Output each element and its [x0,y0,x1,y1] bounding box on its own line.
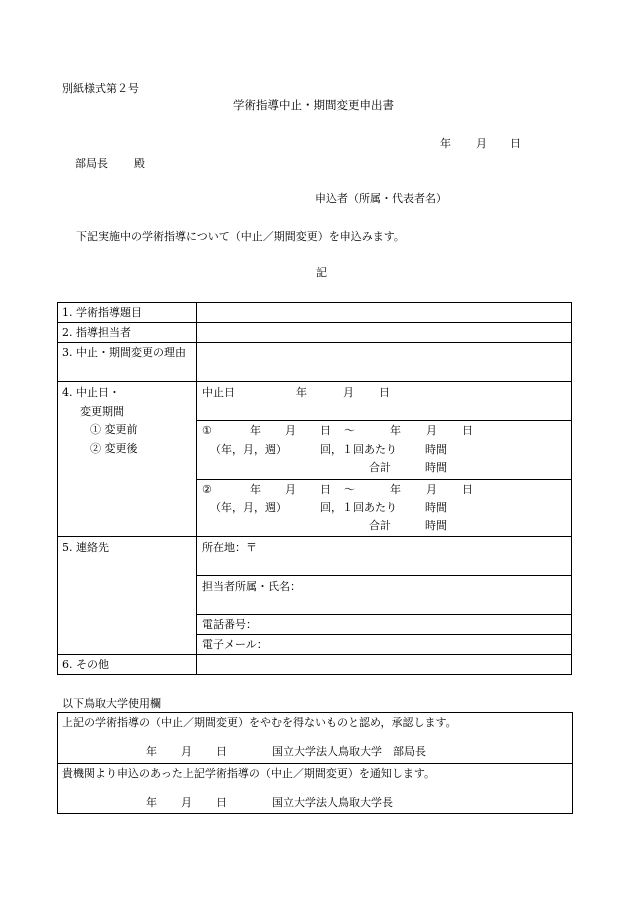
date-day-label: 日 [510,137,521,150]
notice-day-label: 日 [216,796,227,809]
period-1-end-year: 年 [390,424,401,437]
period-1-marker: ① [202,424,212,437]
option-after-change: ② 変更後 [90,442,138,455]
period-2-start-day: 日 [320,483,331,496]
stop-month-label: 月 [343,386,354,399]
row-label-instructor: 2. 指導担当者 [62,326,131,339]
address-label: 所在地：〒 [202,541,257,554]
applicant-label: 申込者（所属・代表者名） [315,192,447,205]
approval-signer: 国立大学法人鳥取大学 部局長 [272,745,426,758]
form-number: 別紙様式第２号 [62,82,139,95]
row-divider [57,763,573,764]
row-label-reason: 3. 中止・期間変更の理由 [62,346,186,359]
row-label-period: 4. 中止日・ [62,386,120,399]
approval-day-label: 日 [216,745,227,758]
notice-signer: 国立大学法人鳥取大学長 [272,796,393,809]
column-divider [196,302,197,675]
row-divider [196,479,572,480]
row-divider [57,342,572,343]
row-divider [196,614,572,615]
ki-label: 記 [316,266,327,279]
row-divider [57,322,572,323]
row-label-other: 6. その他 [62,658,109,671]
phone-label: 電話番号： [202,618,257,631]
honorific: 殿 [134,157,145,170]
row-divider [196,575,572,576]
notice-year-label: 年 [146,796,157,809]
period-1-end-day: 日 [462,424,473,437]
stop-date-label: 中止日 [202,386,235,399]
period-2-end-month: 月 [426,483,437,496]
period-2-end-day: 日 [462,483,473,496]
period-1-freq-count: 回，１回あたり [320,443,397,456]
period-2-tilde: ～ [344,483,355,496]
period-1-start-month: 月 [285,424,296,437]
stop-year-label: 年 [296,386,307,399]
row-divider [57,536,572,537]
notice-month-label: 月 [181,796,192,809]
row-divider [57,381,572,382]
period-2-start-month: 月 [285,483,296,496]
period-1-total: 合計 [369,461,391,474]
period-2-start-year: 年 [250,483,261,496]
period-1-tilde: ～ [344,424,355,437]
date-month-label: 月 [476,137,487,150]
document-title: 学術指導中止・期間変更申出書 [233,98,394,112]
period-2-end-year: 年 [390,483,401,496]
row-label-contact: 5. 連絡先 [62,541,109,554]
period-1-end-month: 月 [426,424,437,437]
period-2-total: 合計 [369,519,391,532]
period-1-start-day: 日 [320,424,331,437]
addressee: 部局長 [75,157,108,170]
approval-month-label: 月 [181,745,192,758]
option-before-change: ① 変更前 [90,423,138,436]
email-label: 電子メール： [202,638,268,651]
contact-person-label: 担当者所属・氏名： [202,580,301,593]
row-divider [196,634,572,635]
date-year-label: 年 [440,137,451,150]
period-1-freq-unit: （年，月，週） [210,443,287,456]
notice-text: 貴機関より申込のあった上記学術指導の（中止／期間変更）を通知します。 [62,767,436,780]
period-2-total-hours: 時間 [425,519,447,532]
period-2-freq-unit: （年，月，週） [210,501,287,514]
period-2-freq-count: 回，１回あたり [320,501,397,514]
approval-text: 上記の学術指導の（中止／期間変更）をやむを得ないものと認め，承認します。 [62,716,457,729]
row-divider [196,420,572,421]
period-1-total-hours: 時間 [425,461,447,474]
row-divider [57,654,572,655]
row-label-period-2: 変更期間 [80,405,124,418]
stop-day-label: 日 [379,386,390,399]
period-1-start-year: 年 [250,424,261,437]
period-2-marker: ② [202,483,212,496]
approval-year-label: 年 [146,745,157,758]
period-2-hours: 時間 [425,501,447,514]
period-1-hours: 時間 [425,443,447,456]
university-use-title: 以下鳥取大学使用欄 [62,697,161,710]
row-label-title: 1. 学術指導題目 [62,306,142,319]
intro-text: 下記実施中の学術指導について（中止／期間変更）を申込みます。 [76,230,405,243]
